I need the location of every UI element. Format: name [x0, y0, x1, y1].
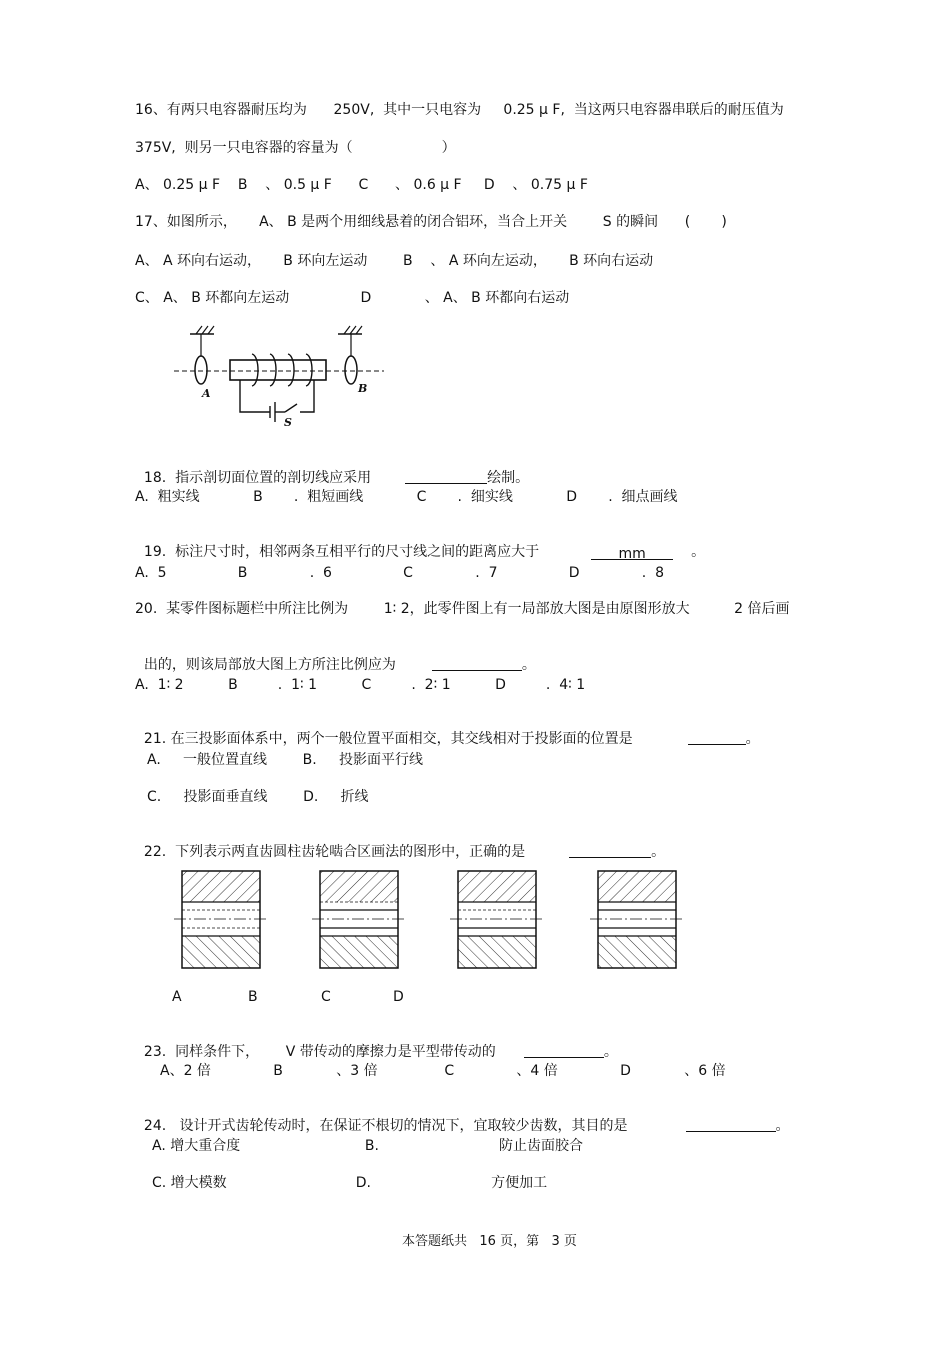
- q16-options: A、 0.25 μ F B 、 0.5 μ F C 、 0.6 μ F D 、 0.75 μ F: [135, 177, 588, 193]
- q24-suffix: 。: [775, 1118, 790, 1134]
- q21-options-1: A. 一般位置直线 B. 投影面平行线: [147, 752, 423, 768]
- q21-options-2: C. 投影面垂直线 D. 折线: [147, 789, 369, 805]
- q21-question: [135, 712, 760, 748]
- q20-answer-blank[interactable]: [432, 656, 522, 671]
- gear-label-d: D: [393, 989, 404, 1005]
- gear-label-c: C: [321, 989, 331, 1005]
- q19-text: 19. 标注尺寸时，相邻两条互相平行的尺寸线之间的距离应大于: [143, 544, 540, 560]
- q19-question: [135, 525, 705, 561]
- q24-question: [135, 1099, 790, 1135]
- q20-line2: [135, 638, 536, 674]
- q18-question: [135, 451, 529, 487]
- q23-suffix: 。: [603, 1044, 618, 1060]
- q19-answer-blank[interactable]: mm: [591, 545, 673, 560]
- q22-gear-mesh-figures: [170, 865, 690, 971]
- q22-suffix: 。: [651, 844, 666, 860]
- gear-figure-d: [590, 871, 684, 968]
- q20-options: A. 1∶ 2 B . 1∶ 1 C . 2∶ 1 D . 4∶ 1: [135, 677, 586, 693]
- q23-answer-blank[interactable]: [524, 1043, 604, 1058]
- q24-options-2: C. 增大模数 D. 方便加工: [152, 1175, 548, 1191]
- gear-label-a: A: [172, 989, 182, 1005]
- q24-text: 24. 设计开式齿轮传动时，在保证不根切的情况下，宜取较少齿数，其目的是: [143, 1118, 628, 1134]
- q22-answer-blank[interactable]: [569, 843, 651, 858]
- gear-figure-b: [312, 871, 406, 968]
- q22-question: [135, 825, 665, 861]
- ring-a-label: A: [202, 387, 211, 400]
- q24-answer-blank[interactable]: [686, 1117, 776, 1132]
- q18-suffix: 绘制。: [487, 470, 530, 486]
- gear-figure-a: [174, 871, 268, 968]
- page-footer: 本答题纸共 16 页，第 3 页: [402, 1234, 577, 1249]
- q21-answer-blank[interactable]: [688, 730, 746, 745]
- q21-suffix: 。: [745, 731, 760, 747]
- q17-options-2: C、 A、 B 环都向左运动 D 、 A、 B 环都向右运动: [135, 290, 570, 306]
- gear-label-b: B: [248, 989, 258, 1005]
- q18-options: A. 粗实线 B . 粗短画线 C . 细实线 D . 细点画线: [135, 489, 678, 505]
- q17-line1: 17、如图所示， A、 B 是两个用细线悬着的闭合铝环，当合上开关 S 的瞬间 ( ): [135, 214, 727, 230]
- q19-suffix: 。: [691, 544, 706, 560]
- q16-line1: 16、有两只电容器耐压均为 250V, 其中一只电容为 0.25 μ F, 当这两只电容器串联后的耐压值为: [135, 102, 784, 118]
- q19-options: A. 5 B . 6 C . 7 D . 8: [135, 565, 665, 581]
- q20-text: 出的，则该局部放大图上方所注比例应为: [143, 657, 396, 673]
- q17-coil-ring-figure: [170, 322, 390, 430]
- q18-answer-blank[interactable]: [405, 469, 487, 484]
- q21-text: 21. 在三投影面体系中，两个一般位置平面相交，其交线相对于投影面的位置是: [143, 731, 633, 747]
- q23-text: 23. 同样条件下， V 带传动的摩擦力是平型带传动的: [143, 1044, 496, 1060]
- switch-s-label: S: [284, 416, 292, 429]
- q20-suffix: 。: [521, 657, 536, 673]
- gear-figure-c: [450, 871, 544, 968]
- q16-line2: 375V, 则另一只电容器的容量为（ ）: [135, 140, 456, 156]
- q23-options: A、2 倍 B 、3 倍 C 、4 倍 D 、6 倍: [160, 1063, 726, 1079]
- q22-text: 22. 下列表示两直齿圆柱齿轮啮合区画法的图形中，正确的是: [143, 844, 526, 860]
- ring-b-label: B: [358, 382, 368, 395]
- q24-options-1: A. 增大重合度 B. 防止齿面胶合: [152, 1138, 584, 1154]
- q20-line1: 20. 某零件图标题栏中所注比例为 1∶ 2，此零件图上有一局部放大图是由原图形放大 2 倍后画: [135, 601, 790, 617]
- q18-text: 18. 指示剖切面位置的剖切线应采用: [143, 470, 372, 486]
- q23-question: [135, 1025, 618, 1061]
- q17-options-1: A、 A 环向右运动， B 环向左运动 B 、 A 环向左运动， B 环向右运动: [135, 253, 654, 269]
